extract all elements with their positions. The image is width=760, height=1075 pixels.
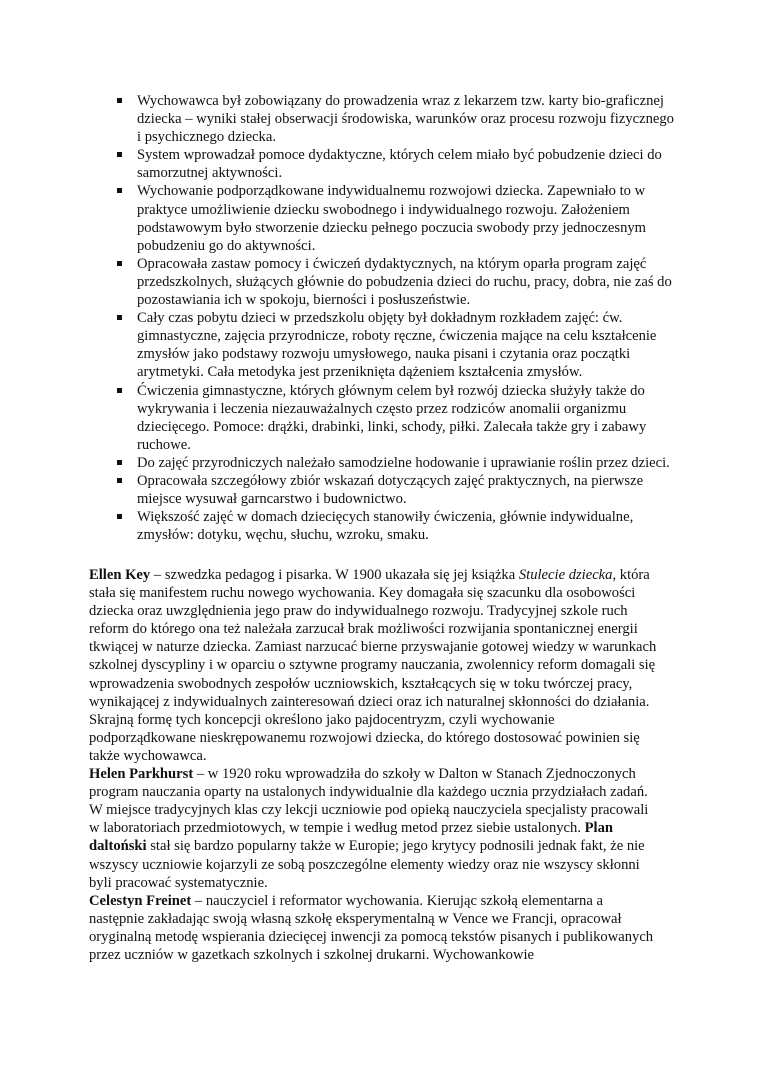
book-title: Stulecie dziecka [518, 567, 613, 583]
paragraph-text: stał się bardzo popularny także w Europie; jego krytycy podnosili jednak fakt, że nie wszyscy uczniowie kojarzyli ze sobą poszczególne elementy wiedzy oraz nie wszyscy skłonni byli pracować systematycznie. [89, 838, 645, 891]
body-text [89, 566, 661, 964]
list-item [117, 472, 677, 508]
bullet-square-icon [117, 152, 122, 157]
bullet-square-icon [117, 460, 122, 465]
paragraph-text: – nauczyciel i reformator wychowania. Kierując szkołą elementarna a następnie zakładając swoją własną szkołę eksperymentalną w Vence we Francji, opracował oryginalną metodę wspierania dziecięcej inwencji za pomocą tekstów pisanych i publikowanych przez uczniów w gazetkach szkolnych i szkolnej drukarni. Wychowankowie [89, 892, 654, 963]
list-item [117, 309, 677, 381]
person-name: Helen Parkhurst [89, 766, 194, 783]
paragraph-helen-parkhurst [89, 765, 661, 892]
bullet-square-icon [117, 98, 122, 103]
bullet-square-icon [117, 388, 122, 393]
list-item [117, 146, 677, 182]
bullet-square-icon [117, 514, 122, 519]
bullet-square-icon [117, 478, 122, 483]
paragraph-ellen-key [89, 566, 661, 765]
list-item-text: Opracowała zastaw pomocy i ćwiczeń dydaktycznych, na którym oparła program zajęć przedszkolnych, służących głównie do pobudzenia dzieci do ruchu, pracy, dobra, nie zaś do pozostawiania ich w spokoju, bierności i posłuszeństwie. [137, 255, 672, 309]
list-item [117, 255, 677, 309]
bullet-square-icon [117, 315, 122, 320]
list-item-text: Ćwiczenia gimnastyczne, których głównym celem był rozwój dziecka służyły także do wykrywania i leczenia niezauważalnych często przez rodziców anomalii organizmu dziecięcego. Pomoce: drążki, drabinki, linki, schody, piłki. Zalecała także gry i zabawy ruchowe. [137, 382, 647, 453]
list-item-text: Do zajęć przyrodniczych należało samodzielne hodowanie i uprawianie roślin przez dzieci. [137, 454, 670, 471]
list-item [117, 182, 677, 254]
list-item [117, 454, 677, 472]
person-name: Ellen Key [89, 567, 151, 583]
list-item-text: Cały czas pobytu dzieci w przedszkolu objęty był dokładnym rozkładem zajęć: ćw. gimnastyczne, zajęcia przyrodnicze, roboty ręczne, ćwiczenia mające na celu kształcenie zmysłów jako podstawy rozwoju umysłowego, nauka pisani i czytania oraz początki arytmetyki. Cała metodyka jest przeniknięta dążeniem kształcenia zmysłów. [137, 310, 657, 381]
person-name: Celestyn Freinet [89, 892, 192, 909]
list-item [117, 508, 677, 544]
list-item [117, 382, 677, 454]
bullet-square-icon [117, 188, 122, 193]
list-item-text: Wychowawca był zobowiązany do prowadzenia wraz z lekarzem tzw. karty bio-graficznej dziecka – wyniki stałej obserwacji środowiska, warunków oraz procesu rozwoju fizycznego i psychicznego dziecka. [137, 93, 674, 146]
list-item-text: System wprowadzał pomoce dydaktyczne, których celem miało być pobudzenie dzieci do samorzutnej aktywności. [137, 147, 662, 182]
list-item [117, 92, 677, 146]
list-item-text: Opracowała szczegółowy zbiór wskazań dotyczących zajęć praktycznych, na pierwsze miejsce wysuwał garncarstwo i budownictwo. [137, 472, 644, 508]
paragraph-text: – w 1920 roku wprowadziła do szkoły w Dalton w Stanach Zjednoczonych program nauczania oparty na ustalonych indywidualnie dla każdego ucznia przydziałach zadań. W miejsce tradycyjnych klas czy lekcji uczniowie pod opieką nauczyciela specjalisty pracowali w laboratoriach przedmiotowych, w tempie i według metod przez siebie ustalonych. [89, 766, 649, 837]
list-item-text: Większość zajęć w domach dziecięcych stanowiły ćwiczenia, głównie indywidualne, zmysłów: dotyku, węchu, słuchu, wzroku, smaku. [137, 509, 634, 544]
paragraph-text: – szwedzka pedagog i pisarka. W 1900 ukazała się jej książka [150, 567, 519, 583]
paragraph-celestyn-freinet [89, 892, 661, 964]
bullet-square-icon [117, 261, 122, 266]
list-item-text: Wychowanie podporządkowane indywidualnemu rozwojowi dziecka. Zapewniało to w praktyce umożliwienie dziecku swobodnego i indywidualnego rozwoju. Założeniem podstawowym było stworzenie dziecku pełnego poczucia swobody przy jednoczesnym pobudzeniu go do aktywności. [137, 183, 647, 254]
bullet-list [117, 92, 677, 544]
paragraph-text: , która stała się manifestem ruchu nowego wychowania. Key domagała się szacunku dla osobowości dziecka oraz uwzględnienia jego praw do indywidualnego rozwoju. Tradycyjnej szkole ruch reform do którego ona też należała zarzucał brak możliwości rozwijania spontanicznej energii tkwiącej w naturze dziecka. Zamiast narzucać bierne przyswajanie gotowej wiedzy w warunkach szkolnej dyscypliny i w oparciu o sztywne programy nauczania, zwolennicy reform domagali się wprowadzenia swobodnych zespołów uczniowskich, kształcących się w toku twórczej pracy, wynikającej z indywidualnych zainteresowań dzieci oraz ich naturalnej skłonności do działania. Skrajną formę tych koncepcji określono jako pajdocentryzm, czyli wychowanie podporządkowane nieskrępowanemu rozwojowi dziecka, do którego dostosować powinien się także wychowawca. [89, 567, 657, 764]
method-name: Plan daltoński [89, 820, 614, 855]
